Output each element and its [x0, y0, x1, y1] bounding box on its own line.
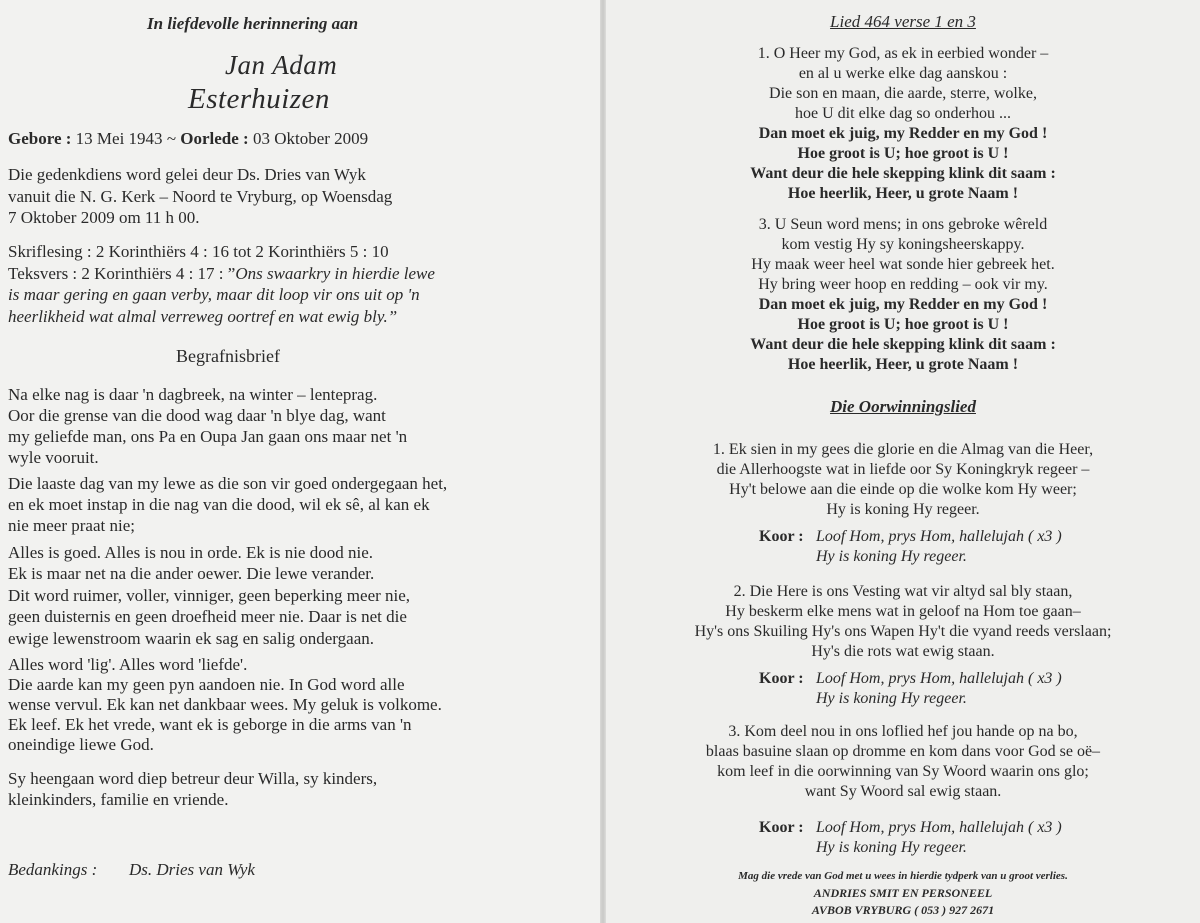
- life-dates: [8, 129, 368, 149]
- letter-line: my geliefde man, ons Pa en Oupa Jan gaan ons maar net 'n: [8, 427, 408, 446]
- intro-text: In liefdevolle herinnering aan: [147, 14, 359, 33]
- refrain-line: Dan moet ek juig, my Redder en my God !: [758, 296, 1048, 313]
- service-line: vanuit die N. G. Kerk – Noord te Vryburg, op Woensdag: [8, 186, 393, 206]
- letter-line: Die aarde kan my geen pyn aandoen nie. In God word alle: [8, 675, 405, 694]
- chorus-label: Koor :: [759, 819, 804, 836]
- born-label: Gebore :: [8, 129, 72, 148]
- thanks-label: Bedankings :: [8, 860, 98, 879]
- refrain-line: Dan moet ek juig, my Redder en my God !: [758, 125, 1048, 142]
- hymn-verse: [606, 215, 1200, 375]
- letter-paragraph: [8, 769, 377, 810]
- chorus-line: Hy is koning Hy regeer.: [816, 690, 967, 707]
- song-verse: [606, 440, 1200, 520]
- chorus-line: Hy is koning Hy regeer.: [816, 839, 967, 856]
- song-verse: [606, 582, 1200, 662]
- born-date: 13 Mei 1943: [75, 129, 163, 148]
- chorus-line: Loof Hom, prys Hom, hallelujah ( x3 ): [816, 819, 1062, 836]
- letter-paragraph: [8, 542, 410, 649]
- verse-line: 1. O Heer my God, as ek in eerbied wonder –: [757, 45, 1049, 62]
- deceased-surname: Esterhuizen: [188, 83, 330, 115]
- letter-line: geen duisternis en geen droefheid meer nie. Daar is net die: [8, 607, 407, 627]
- letter-line: nie meer praat nie;: [8, 516, 135, 535]
- verse-line: Hy's die rots wat ewig staan.: [811, 643, 995, 660]
- chorus-line: Loof Hom, prys Hom, hallelujah ( x3 ): [816, 528, 1062, 545]
- letter-paragraph: [8, 473, 447, 536]
- verse-line: 3. Kom deel nou in ons loflied hef jou hande op na bo,: [728, 723, 1078, 740]
- footer-blessing: Mag die vrede van God met u wees in hierdie tydperk van u groot verlies.: [738, 870, 1068, 882]
- verse-line: blaas basuine slaan op dromme en kom dans voor God se oë–: [705, 743, 1101, 760]
- service-line: 7 Oktober 2009 om 11 h 00.: [8, 208, 200, 227]
- died-label: Oorlede :: [180, 129, 249, 148]
- letter-line: Alles word 'lig'. Alles word 'liefde'.: [8, 655, 248, 674]
- verse-line: Hy maak weer heel wat sonde hier gebreek het.: [751, 256, 1055, 273]
- song-title: Die Oorwinningslied: [830, 397, 976, 416]
- verse-line: Hy is koning Hy regeer.: [826, 501, 980, 518]
- letter-heading: Begrafnisbrief: [176, 346, 280, 366]
- hymn-verse: [606, 44, 1200, 204]
- scripture-text-label: Teksvers : 2 Korinthiërs 4 : 17 : ”: [8, 263, 236, 283]
- chorus: [759, 818, 1062, 858]
- song-verse: [606, 722, 1200, 802]
- letter-line: Ek leef. Ek het vrede, want ek is geborge in die arms van 'n: [8, 715, 412, 734]
- letter-line: Dit word ruimer, voller, vinniger, geen beperking meer nie,: [8, 585, 411, 605]
- verse-line: 1. Ek sien in my gees die glorie en die Almag van die Heer,: [712, 441, 1094, 458]
- footer-contact: AVBOB VRYBURG ( 053 ) 927 2671: [811, 903, 995, 917]
- chorus-line: Hy is koning Hy regeer.: [816, 548, 967, 565]
- verse-line: en al u werke elke dag aanskou :: [798, 65, 1008, 82]
- verse-line: Hy's ons Skuiling Hy's ons Wapen Hy't die vyand reeds verslaan;: [694, 623, 1112, 640]
- deceased-first-names: Jan Adam: [225, 50, 338, 80]
- hymn-title: Lied 464 verse 1 en 3: [830, 12, 976, 31]
- right-page: [606, 0, 1200, 923]
- verse-line: die Allerhoogste wat in liefde oor Sy Koningkryk regeer –: [716, 461, 1090, 478]
- refrain-line: Want deur die hele skepping klink dit saam :: [750, 336, 1056, 353]
- chorus: [759, 669, 1062, 709]
- letter-line: Alles is goed. Alles is nou in orde. Ek is nie dood nie.: [8, 543, 373, 562]
- letter-paragraph: [8, 655, 442, 755]
- chorus-label: Koor :: [759, 670, 804, 687]
- verse-line: 2. Die Here is ons Vesting wat vir altyd sal bly staan,: [733, 583, 1073, 600]
- thanks-name: Ds. Dries van Wyk: [129, 860, 255, 879]
- verse-line: Hy't belowe aan die einde op die wolke kom Hy weer;: [729, 481, 1077, 498]
- scripture-block: [8, 241, 435, 327]
- scripture-reading: Skriflesing : 2 Korinthiërs 4 : 16 tot 2 Korinthiërs 5 : 10: [8, 242, 389, 261]
- letter-line: Oor die grense van die dood wag daar 'n blye dag, want: [8, 406, 386, 425]
- verse-line: hoe U dit elke dag so onderhou ...: [795, 105, 1011, 122]
- verse-line: Die son en maan, die aarde, sterre, wolke,: [769, 85, 1037, 102]
- refrain-line: Hoe heerlik, Heer, u grote Naam !: [787, 185, 1019, 202]
- refrain-line: Hoe heerlik, Heer, u grote Naam !: [787, 356, 1019, 373]
- chorus: [759, 527, 1062, 567]
- letter-line: Na elke nag is daar 'n dagbreek, na winter – lenteprag.: [8, 385, 378, 404]
- refrain-line: Hoe groot is U; hoe groot is U !: [797, 316, 1009, 333]
- service-line: Die gedenkdiens word gelei deur Ds. Dries van Wyk: [8, 165, 366, 184]
- footer-company: ANDRIES SMIT EN PERSONEEL: [813, 886, 993, 900]
- service-details: [8, 164, 392, 229]
- letter-line: oneindige liewe God.: [8, 735, 154, 754]
- scripture-quote: is maar gering en gaan verby, maar dit loop vir ons uit op 'n: [8, 285, 420, 304]
- letter-line: en ek moet instap in die nag van die dood, wil ek sê, al kan ek: [8, 495, 430, 514]
- verse-line: Hy beskerm elke mens wat in geloof na Hom toe gaan–: [725, 603, 1081, 620]
- letter-line: Ek is maar net na die ander oewer. Die lewe verander.: [8, 564, 375, 584]
- died-date: 03 Oktober 2009: [252, 129, 369, 148]
- letter-line: wense vervul. Ek kan net dankbaar wees. My geluk is volkome.: [8, 695, 442, 714]
- verse-line: Hy bring weer hoop en redding – ook vir my.: [758, 276, 1048, 293]
- letter-line: ewige lewenstroom waarin ek sag en salig ondergaan.: [8, 628, 375, 648]
- letter-line: wyle vooruit.: [8, 448, 99, 467]
- scripture-quote: heerlikheid wat almal verreweg oortref en wat ewig bly.”: [8, 306, 398, 326]
- letter-line: Sy heengaan word diep betreur deur Willa, sy kinders,: [8, 769, 378, 788]
- date-separator: ~: [166, 129, 177, 148]
- verse-line: 3. U Seun word mens; in ons gebroke wêreld: [758, 216, 1048, 233]
- chorus-line: Loof Hom, prys Hom, hallelujah ( x3 ): [816, 670, 1062, 687]
- scripture-quote: Ons swaarkry in hierdie lewe: [235, 263, 435, 283]
- chorus-label: Koor :: [759, 528, 804, 545]
- refrain-line: Want deur die hele skepping klink dit saam :: [750, 165, 1056, 182]
- letter-line: Die laaste dag van my lewe as die son vir goed ondergegaan het,: [8, 474, 448, 493]
- scripture-text: [8, 263, 435, 285]
- letter-paragraph: [8, 384, 407, 468]
- verse-line: kom leef in die oorwinning van Sy Woord waarin ons glo;: [717, 763, 1089, 780]
- verse-line: kom vestig Hy sy koningsheerskappy.: [781, 236, 1025, 253]
- verse-line: want Sy Woord sal ewig staan.: [804, 783, 1002, 800]
- letter-line: kleinkinders, familie en vriende.: [8, 789, 229, 809]
- refrain-line: Hoe groot is U; hoe groot is U !: [797, 145, 1009, 162]
